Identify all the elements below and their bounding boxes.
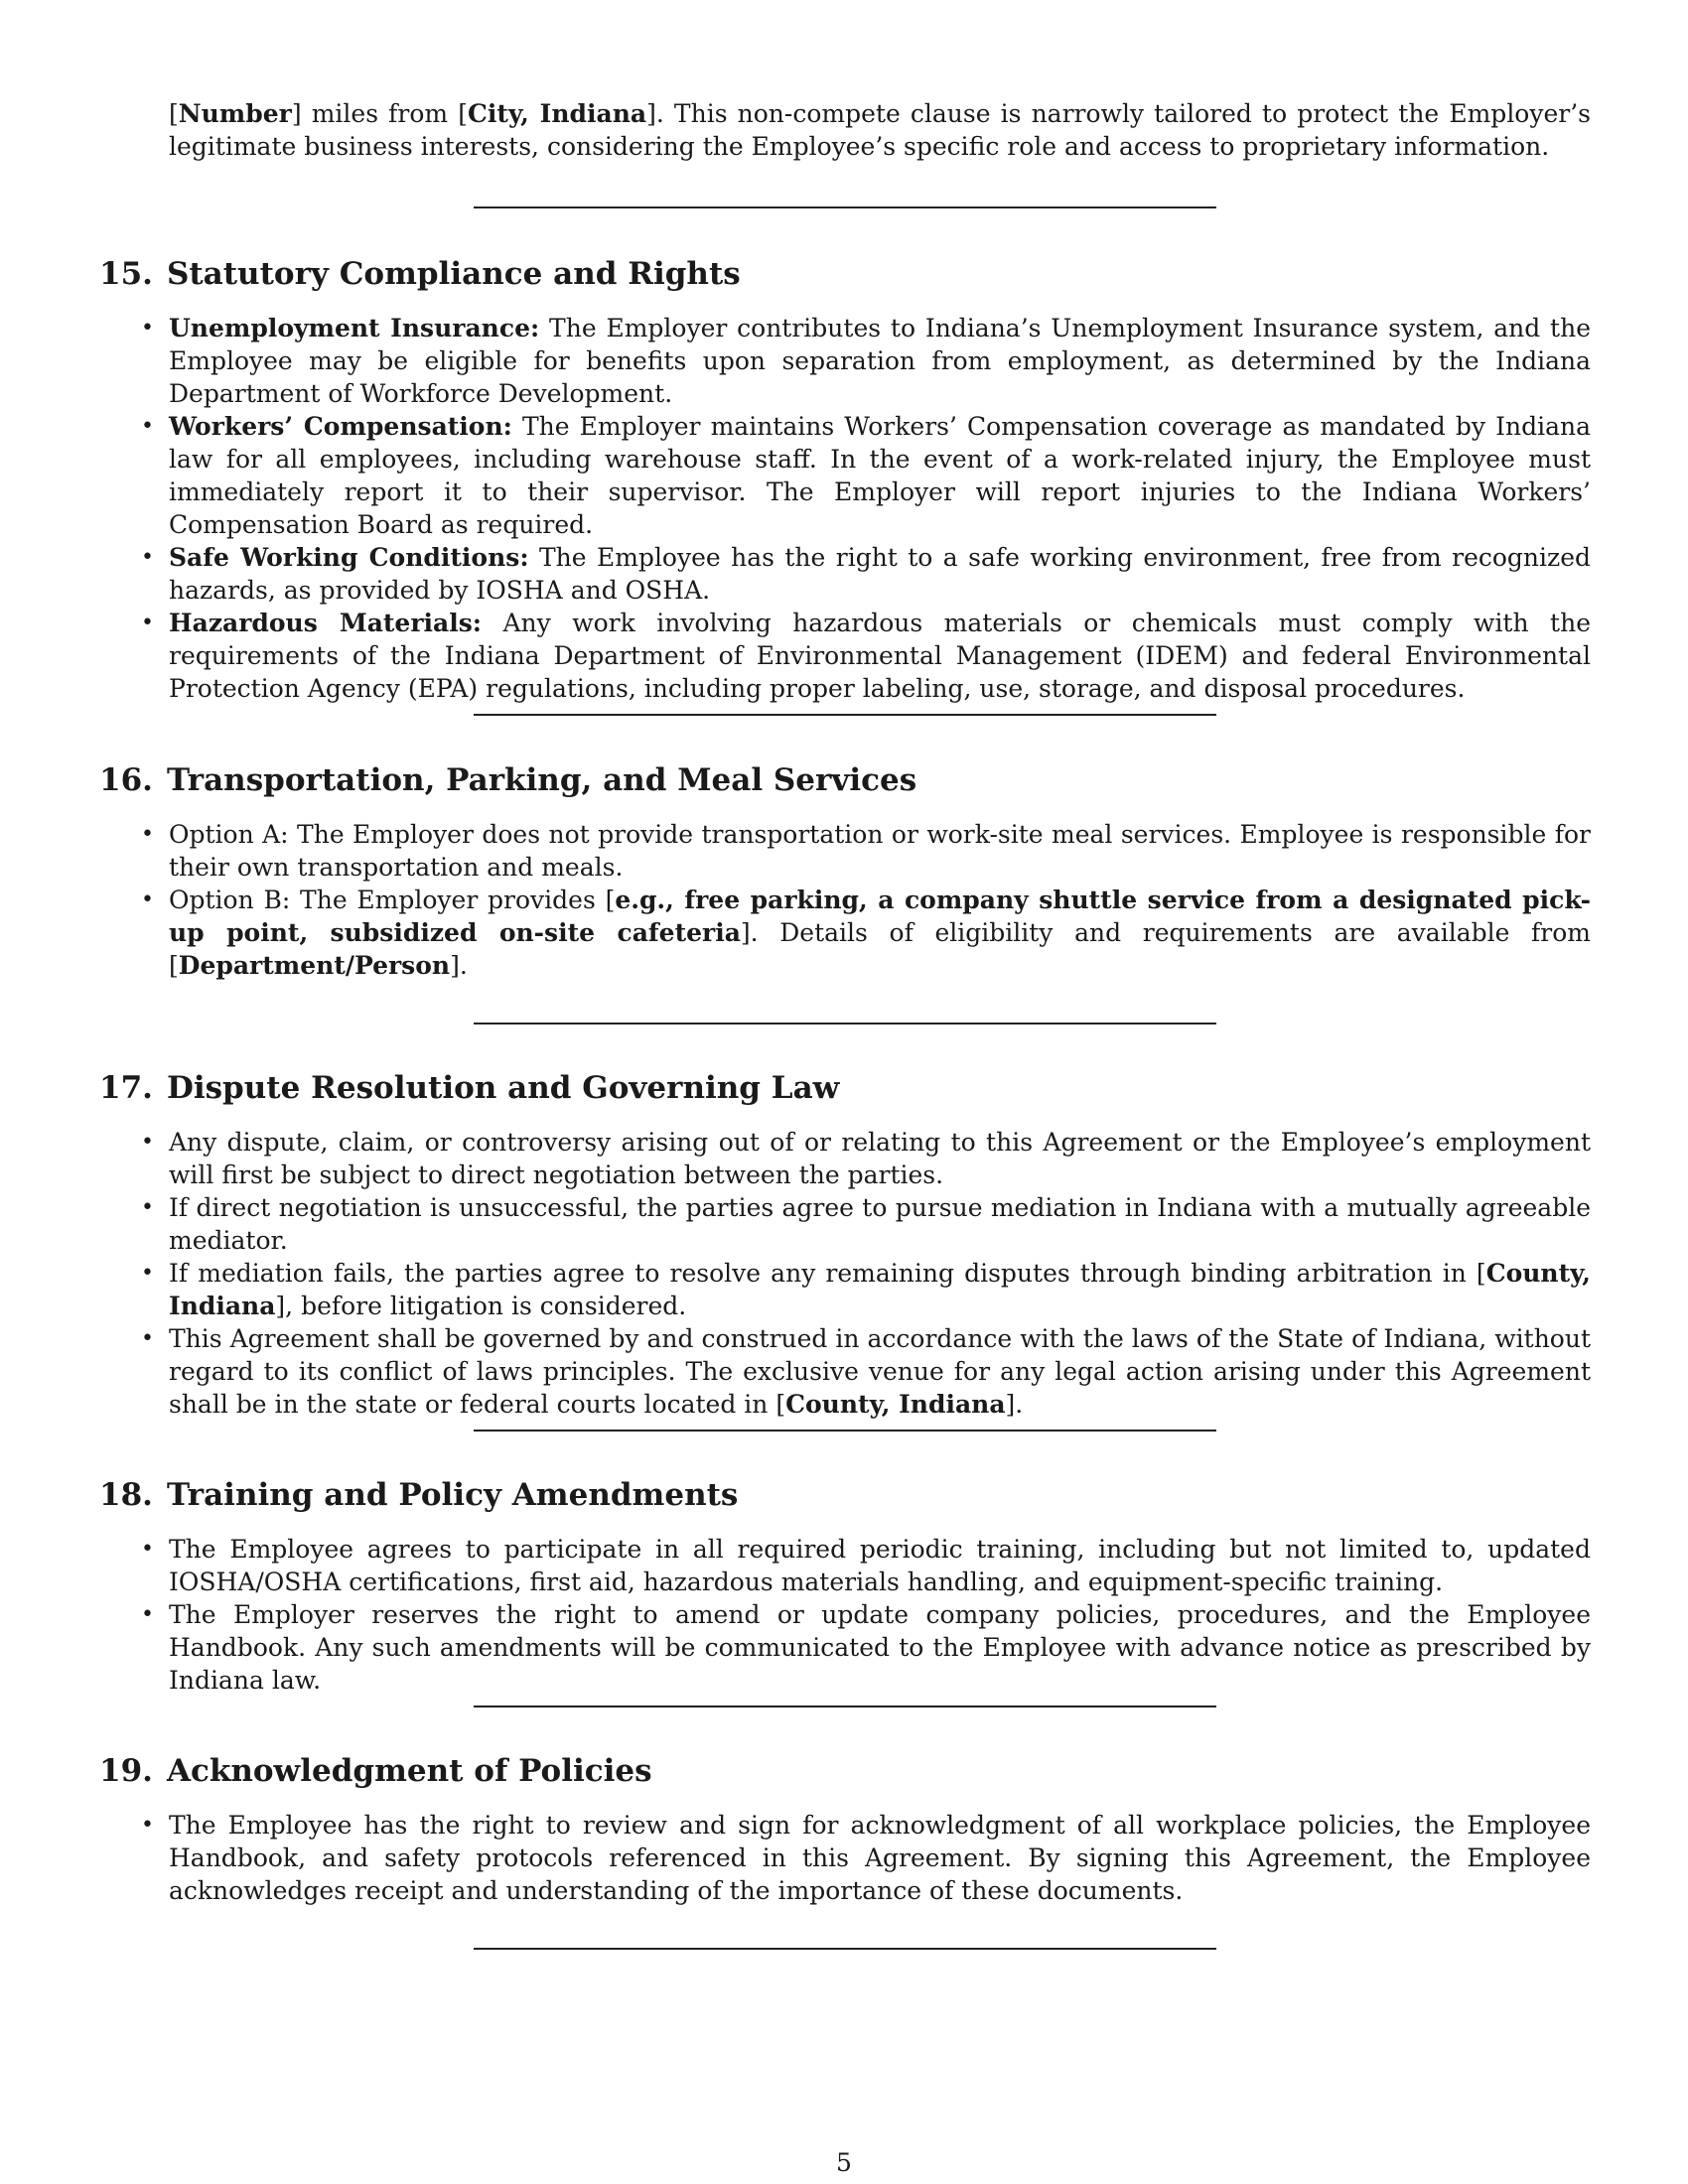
section-15-list <box>141 312 1592 705</box>
page-number: 5 <box>836 2148 852 2177</box>
bullet-icon: • <box>141 1326 154 1351</box>
list-item: • This Agreement shall be governed by and construed in accordance with the laws of the State of Indiana, without regard to its conflict of laws principles. The exclusive venue for any legal action arising under this Agreement shall be in the state or federal courts located in [County, Indiana]. <box>141 1324 1591 1419</box>
section-19-list <box>141 1809 1591 1907</box>
section-divider <box>474 206 1216 208</box>
list-item: • Safe Working Conditions: The Employee has the right to a safe working environment, free from recognized hazards, as provided by IOSHA and OSHA. <box>141 543 1591 605</box>
section-divider <box>474 714 1216 716</box>
list-item: • The Employer reserves the right to amend or update company policies, procedures, and the Employee Handbook. Any such amendments will be communicated to the Employee with advance notice as prescribed by Indiana law. <box>141 1600 1591 1695</box>
section-15-heading: 15. Statutory Compliance and Rights <box>99 256 741 292</box>
bullet-icon: • <box>141 1261 154 1286</box>
placeholder-number: Number <box>178 99 292 128</box>
section-18-list <box>141 1533 1591 1697</box>
list-item: • Any dispute, claim, or controversy arising out of or relating to this Agreement or the Employee’s employment will first be subject to direct negotiation between the parties. <box>141 1128 1591 1189</box>
section-18-heading: 18. Training and Policy Amendments <box>99 1477 739 1513</box>
list-item: • Workers’ Compensation: The Employer maintains Workers’ Compensation coverage as mandated by Indiana law for all employees, including warehouse staff. In the event of a work-related injury, the Employee must immediately report it to their supervisor. The Employer will report injuries to the Indiana Workers’ Compensation Board as required. <box>141 412 1591 539</box>
bullet-icon: • <box>141 414 154 439</box>
section-divider <box>474 1023 1216 1024</box>
section-divider <box>474 1706 1216 1707</box>
bullet-icon: • <box>141 316 154 341</box>
bullet-icon: • <box>141 1195 154 1220</box>
section-17-heading: 17. Dispute Resolution and Governing Law <box>99 1070 840 1106</box>
section-17-list <box>141 1126 1591 1421</box>
list-item: • Unemployment Insurance: The Employer contributes to Indiana’s Unemployment Insurance system, and the Employee may be eligible for benefits upon separation from employment, as determined by the Indiana Department of Workforce Development. <box>141 314 1592 408</box>
section-19-heading: 19. Acknowledgment of Policies <box>99 1753 652 1789</box>
bullet-icon: • <box>141 1813 154 1838</box>
bullet-icon: • <box>141 1130 154 1155</box>
bullet-icon: • <box>141 1602 154 1627</box>
list-item: • The Employee has the right to review and sign for acknowledgment of all workplace policies, the Employee Handbook, and safety protocols referenced in this Agreement. By signing this Agreement, the Employee acknowledges receipt and understanding of the importance of these documents. <box>141 1811 1591 1905</box>
list-item: • If mediation fails, the parties agree to resolve any remaining disputes through binding arbitration in [County, Indiana], before litigation is considered. <box>141 1259 1591 1320</box>
list-item: • Hazardous Materials: Any work involving hazardous materials or chemicals must comply with the requirements of the Indiana Department of Environmental Management (IDEM) and federal Environmental Protection Agency (EPA) regulations, including proper labeling, use, storage, and disposal procedures. <box>141 609 1591 703</box>
non-compete-continuation: [Number] miles from [City, Indiana]. This non-compete clause is narrowly tailored to protect the Employer’s legitimate business interests, considering the Employee’s specific role and access to proprietary information. <box>169 99 1592 161</box>
placeholder-city: City, Indiana <box>468 99 647 128</box>
list-item: • Option A: The Employer does not provide transportation or work-site meal services. Employee is responsible for their own transportation and meals. <box>141 820 1591 882</box>
bullet-icon: • <box>141 611 154 635</box>
section-16-heading: 16. Transportation, Parking, and Meal Services <box>99 762 917 798</box>
list-item: • If direct negotiation is unsuccessful, the parties agree to pursue mediation in Indiana with a mutually agreeable mediator. <box>141 1193 1591 1255</box>
list-item: • The Employee agrees to participate in all required periodic training, including but not limited to, updated IOSHA/OSHA certifications, first aid, hazardous materials handling, and equipment-specific training. <box>141 1535 1591 1596</box>
section-divider <box>474 1948 1216 1950</box>
bullet-icon: • <box>141 822 154 847</box>
bullet-icon: • <box>141 887 154 912</box>
bullet-icon: • <box>141 1537 154 1562</box>
section-divider <box>474 1430 1216 1432</box>
bullet-icon: • <box>141 545 154 570</box>
section-16-list <box>141 818 1591 982</box>
list-item: • Option B: The Employer provides [e.g., free parking, a company shuttle service from a designated pick-up point, subsidized on-site cafeteria]. Details of eligibility and requirements are available from [Department/Person]. <box>141 886 1591 980</box>
